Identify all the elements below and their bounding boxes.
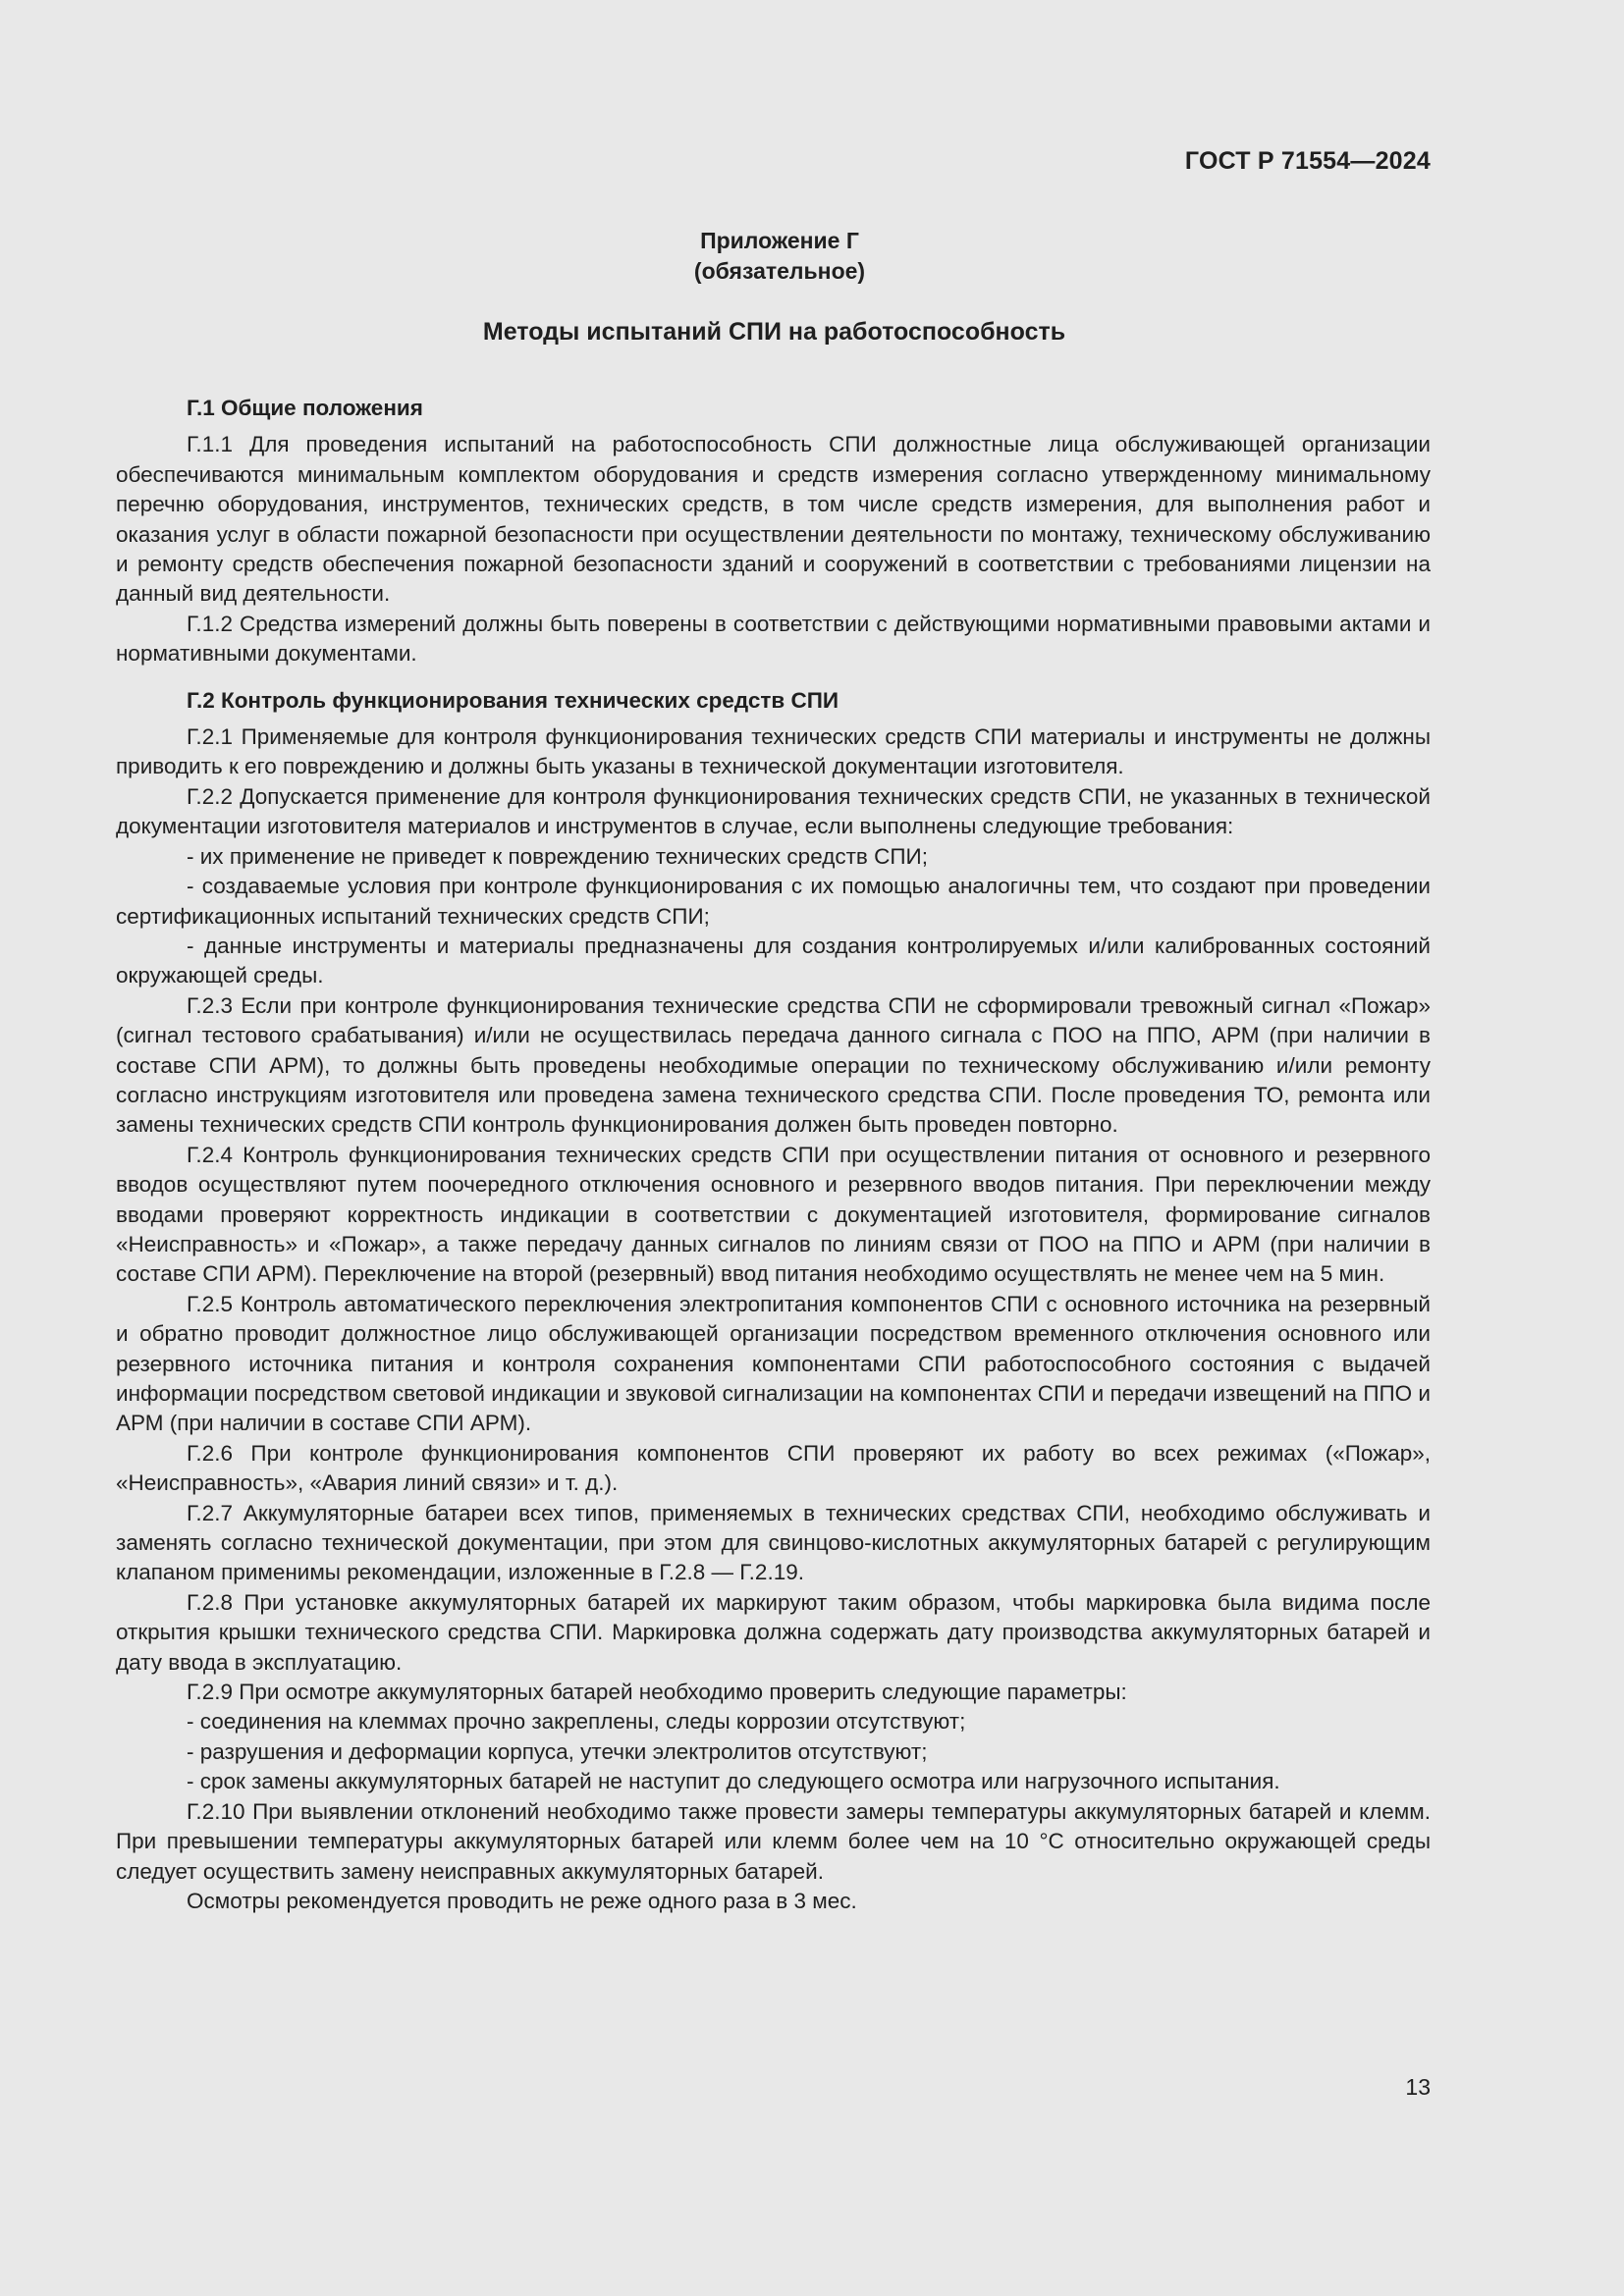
paragraph-g2-5: Г.2.5 Контроль автоматического переключения электропитания компонентов СПИ с основного источника на резервный и обратно проводит должностное лицо обслуживающей организации посредством временного отключения основного или резервного источника питания и контроля сохранения компонентами СПИ работоспособного состояния с выдачей информации посредством световой индикации и звуковой сигнализации на компонентах СПИ и передачи извещений на ППО и АРМ (при наличии в составе СПИ АРМ).	[116, 1291, 1431, 1436]
paragraph-g2-6: Г.2.6 При контроле функционирования компонентов СПИ проверяют их работу во всех режимах («Пожар», «Неисправность», «Авария линий связи» и т. д.).	[116, 1440, 1431, 1496]
section-heading-g1: Г.1 Общие положения	[187, 396, 423, 420]
appendix-status: (обязательное)	[693, 258, 866, 284]
list-item: - создаваемые условия при контроле функционирования с их помощью аналогичны тем, что создают при проведении сертификационных испытаний технических средств СПИ;	[116, 874, 1431, 929]
page-number: 13	[1405, 2074, 1431, 2100]
paragraph-g2-4: Г.2.4 Контроль функционирования технических средств СПИ при осуществлении питания от основного и резервного вводов осуществляют путем поочередного отключения основного и резервного вводов питания. При переключении между вводами проверяют корректность индикации в соответствии с документацией изготовителя, формирование сигналов «Неисправность» и «Пожар», а также передачу данных сигналов по линиям связи от ПОО на ППО и АРМ (при наличии в составе СПИ АРМ). Переключение на второй (резервный) ввод питания необходимо осуществлять не менее чем на 5 мин.	[116, 1142, 1431, 1287]
paragraph-g2-10: Г.2.10 При выявлении отклонений необходимо также провести замеры температуры аккумуляторных батарей и клемм. При превышении температуры аккумуляторных батарей или клемм более чем на 10 °С относительно окружающей среды следует осуществить замену неисправных аккумуляторных батарей.	[116, 1798, 1431, 1884]
list-item: - соединения на клеммах прочно закреплены, следы коррозии отсутствуют;	[187, 1709, 966, 1735]
paragraph-g2-9: Г.2.9 При осмотре аккумуляторных батарей необходимо проверить следующие параметры:	[187, 1680, 1127, 1705]
paragraph-g1-1: Г.1.1 Для проведения испытаний на работоспособность СПИ должностные лица обслуживающей организации обеспечиваются минимальным комплектом оборудования и средств измерения согласно утвержденному минимальному перечню оборудования, инструментов, технических средств, в том числе средств измерения, для выполнения работ и оказания услуг в области пожарной безопасности при осуществлении деятельности по монтажу, техническому обслуживанию и ремонту средств обеспечения пожарной безопасности зданий и сооружений в соответствии с требованиями лицензии на данный вид деятельности.	[116, 432, 1431, 607]
section-heading-g2: Г.2 Контроль функционирования технических средств СПИ	[187, 687, 839, 713]
list-item: - данные инструменты и материалы предназначены для создания контролируемых и/или калиброванных состояний окружающей среды.	[116, 933, 1431, 988]
appendix-heading	[0, 226, 1559, 287]
paragraph-g1-2: Г.1.2 Средства измерений должны быть поверены в соответствии с действующими нормативными правовыми актами и нормативными документами.	[116, 611, 1431, 667]
paragraph-g2-2: Г.2.2 Допускается применение для контроля функционирования технических средств СПИ, не указанных в технической документации изготовителя материалов и инструментов в случае, если выполнены следующие требования:	[116, 783, 1431, 839]
document-body	[116, 394, 1431, 1916]
paragraph-g2-11: Осмотры рекомендуется проводить не реже одного раза в 3 мес.	[187, 1888, 857, 1913]
document-number: ГОСТ Р 71554—2024	[1184, 147, 1431, 175]
list-item: - их применение не приведет к повреждению технических средств СПИ;	[187, 843, 928, 869]
paragraph-g2-3: Г.2.3 Если при контроле функционирования технические средства СПИ не сформировали тревожный сигнал «Пожар» (сигнал тестового срабатывания) и/или не осуществилась передача данного сигнала с ПОО на ППО, АРМ (при наличии в составе СПИ АРМ), то должны быть проведены необходимые операции по техническому обслуживанию и/или ремонту согласно инструкциям изготовителя или проведена замена технического средства СПИ. После проведения ТО, ремонта или замены технических средств СПИ контроль функционирования должен быть проведен повторно.	[116, 992, 1431, 1138]
paragraph-g2-1: Г.2.1 Применяемые для контроля функционирования технических средств СПИ материалы и инструменты не должны приводить к его повреждению и должны быть указаны в технической документации изготовителя.	[116, 724, 1431, 779]
paragraph-g2-7: Г.2.7 Аккумуляторные батареи всех типов, применяемых в технических средствах СПИ, необходимо обслуживать и заменять согласно технической документации, при этом для свинцово-кислотных аккумуляторных батарей с регулирующим клапаном применимы рекомендации, изложенные в Г.2.8 — Г.2.19.	[116, 1500, 1431, 1585]
paragraph-g2-8: Г.2.8 При установке аккумуляторных батарей их маркируют таким образом, чтобы маркировка была видима после открытия крышки технического средства СПИ. Маркировка должна содержать дату производства аккумуляторных батарей и дату ввода в эксплуатацию.	[116, 1589, 1431, 1675]
document-title: Методы испытаний СПИ на работоспособность	[482, 318, 1066, 346]
list-item: - разрушения и деформации корпуса, утечки электролитов отсутствуют;	[187, 1738, 928, 1764]
appendix-label: Приложение Г	[700, 228, 859, 253]
list-item: - срок замены аккумуляторных батарей не наступит до следующего осмотра или нагрузочного испытания.	[187, 1769, 1280, 1794]
